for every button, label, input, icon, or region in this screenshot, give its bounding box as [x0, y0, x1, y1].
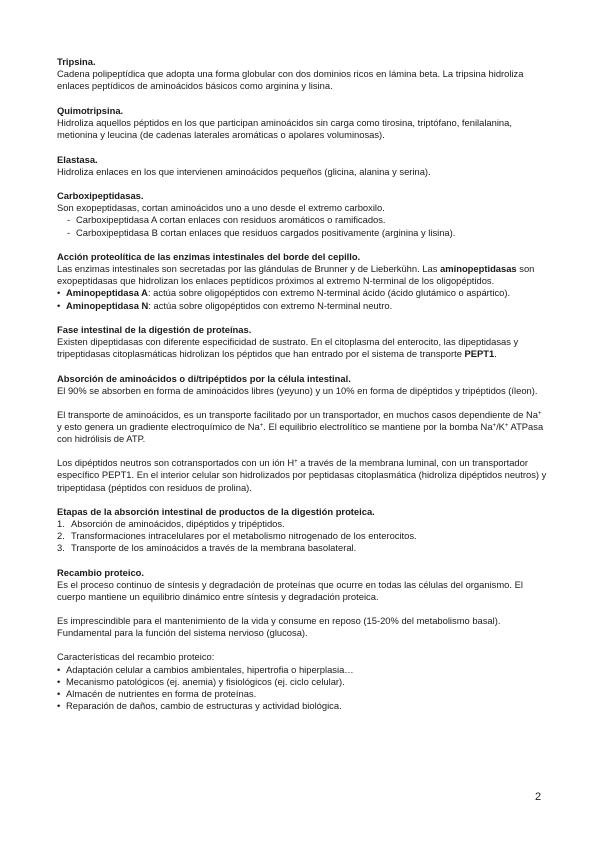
text-run: : actúa sobre oligopéptidos con extremo N-terminal neutro.	[148, 299, 393, 311]
page-number: 2	[535, 791, 542, 803]
list-item	[57, 542, 547, 554]
text-run: Las enzimas intestinales son secretadas por las glándulas de Brunner y de Lieberkühn. Las	[57, 263, 438, 275]
text-run: Absorción de aminoácidos, dipéptidos y tripéptidos.	[71, 518, 285, 530]
section-text	[57, 409, 547, 445]
text-run: Transformaciones intracelulares por el metabolismo nitrogenado de los enterocitos.	[71, 530, 417, 542]
section-etapas	[57, 506, 547, 554]
section-text: Hidroliza aquellos péptidos en los que participan aminoácidos sin carga como tirosina, triptófano, fenilalanina, metionina y leucina (de cadenas laterales aromáticas o apolares voluminosas).	[57, 116, 512, 140]
text-run: y esto genera un gradiente electroquímico de Na	[57, 421, 260, 433]
list-item: • Mecanismo patológicos (ej. anemia) y fisiológicos (ej. ciclo celular).	[57, 676, 547, 688]
list-item	[57, 287, 547, 299]
section-text: Es el proceso continuo de síntesis y degradación de proteínas que ocurre en todas las células del organismo. El cuerpo mantiene un equilibrio dinámico entre síntesis y degradación proteica.	[57, 579, 523, 603]
section-text: Son exopeptidasas, cortan aminoácidos uno a uno desde el extremo carboxilo.	[57, 202, 385, 214]
bold-term: aminopeptidasas	[440, 263, 517, 275]
bullet-list	[57, 214, 547, 238]
section-heading: Fase intestinal de la digestión de proteínas.	[57, 324, 252, 336]
section-heading: Absorción de aminoácidos o di/tripéptidos por la célula intestinal.	[57, 372, 351, 384]
section-absorcion	[57, 373, 547, 494]
text-run: /K	[496, 421, 505, 433]
section-text	[57, 457, 547, 493]
section-heading: Elastasa.	[57, 153, 98, 165]
list-item: • Reparación de daños, cambio de estructuras y actividad biológica.	[57, 700, 547, 712]
text-run: El transporte de aminoácidos, es un transporte facilitado por un transportador, en muchos casos dependiente de Na	[57, 409, 539, 421]
list-number: 2.	[57, 530, 65, 542]
section-heading: Acción proteolítica de las enzimas intestinales del borde del cepillo.	[57, 251, 361, 263]
list-item: - Carboxipeptidasa B cortan enlaces que residuos cargados positivamente (arginina y lisina).	[67, 227, 547, 239]
section-text: El 90% se absorben en forma de aminoácidos libres (yeyuno) y un 10% en forma de dipéptidos y tripéptidos (íleon).	[57, 384, 538, 396]
text-run: : actúa sobre oligopéptidos con extremo N-terminal ácido (ácido glutámico o aspártico).	[147, 287, 511, 299]
section-tripsina	[57, 56, 547, 92]
numbered-list	[57, 518, 547, 554]
section-fase-intestinal	[57, 324, 547, 360]
section-heading: Tripsina.	[57, 56, 96, 67]
text-run: . El equilibrio electrolítico se mantiene por la bomba Na	[263, 421, 493, 433]
section-text	[57, 336, 547, 360]
section-elastasa	[57, 154, 547, 178]
section-heading: Quimotripsina.	[57, 104, 124, 116]
list-item: - Carboxipeptidasa A cortan enlaces con residuos aromáticos o ramificados.	[67, 214, 547, 226]
text-run: .	[494, 348, 497, 360]
list-number: 3.	[57, 542, 65, 554]
text-run: Los dipéptidos neutros son cotransportados con un ión H	[57, 457, 295, 469]
text-run: a través de la membrana luminal, con un transportador específico PEPT1. En el interior celular son hidrolizados por peptidasas citoplasmática (hidroliza dipéptidos neutros) y tripeptidasa (péptidos con residuos de prolina).	[57, 457, 547, 493]
list-item: • Almacén de nutrientes en forma de proteínas.	[57, 688, 547, 700]
section-heading: Carboxipeptidasas.	[57, 190, 144, 202]
superscript: +	[504, 423, 509, 430]
superscript: +	[492, 423, 497, 430]
superscript: +	[538, 411, 542, 418]
section-quimotripsina	[57, 105, 547, 141]
text-run: Existen dipeptidasas con diferente especificidad de sustrato. En el citoplasma del enterocito, las dipeptidasas y tripeptidasas citoplasmáticas hidrolizan los péptidos que han entrado por el sistema de transporte	[57, 336, 519, 360]
section-text: Hidroliza enlaces en los que intervienen aminoácidos pequeños (glicina, alanina y serina).	[57, 165, 431, 177]
bold-term: Aminopeptidasa N	[66, 299, 149, 311]
superscript: +	[259, 423, 264, 430]
section-accion-proteolitica	[57, 251, 547, 311]
bullet-list	[57, 287, 547, 311]
text-run: Transporte de los aminoácidos a través de la membrana basolateral.	[71, 542, 357, 554]
list-item	[57, 518, 547, 530]
list-number: 1.	[57, 518, 65, 530]
section-heading: Recambio proteico.	[57, 567, 144, 578]
list-item: • Adaptación celular a cambios ambientales, hipertrofia o hiperplasia…	[57, 664, 547, 676]
section-text: Características del recambio proteico:	[57, 651, 215, 663]
bold-term: Aminopeptidasa A	[66, 287, 148, 299]
bullet-list	[57, 664, 547, 712]
superscript: +	[294, 459, 298, 466]
section-text: Es imprescindible para el mantenimiento de la vida y consume en reposo (15-20% del metabolismo basal). Fundamental para la función del sistema nervioso (glucosa).	[57, 615, 501, 639]
section-text: Cadena polipeptídica que adopta una forma globular con dos dominios ricos en lámina beta. La tripsina hidroliza enlaces peptídicos de aminoácidos básicos como arginina y lisina.	[57, 68, 524, 92]
section-carboxipeptidasas	[57, 190, 547, 238]
section-recambio	[57, 567, 547, 712]
text-run: son exopeptidasas que hidrolizan los enlaces peptídicos próximos al extremo N-terminal de los oligopéptidos.	[57, 263, 535, 287]
text-run: ATPasa con hidrólisis de ATP.	[57, 421, 544, 445]
section-heading: Etapas de la absorción intestinal de productos de la digestión proteica.	[57, 506, 375, 518]
page-content	[57, 56, 547, 724]
list-item	[57, 530, 547, 542]
list-item	[57, 300, 547, 312]
section-text	[57, 263, 547, 287]
bold-term: PEPT1	[464, 348, 495, 360]
